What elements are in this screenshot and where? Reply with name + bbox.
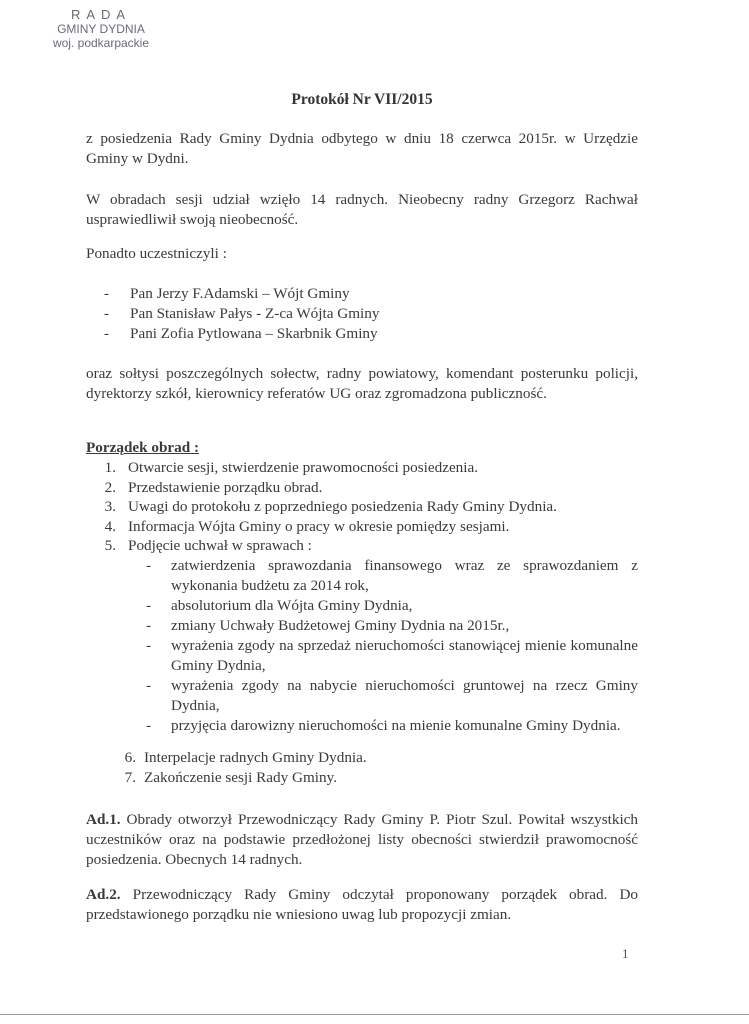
list-item: - przyjęcia darowizny nieruchomości na mienie komunalne Gminy Dydnia. <box>146 717 621 734</box>
agenda-list-continued <box>86 748 638 787</box>
agenda-list <box>86 458 638 556</box>
stamp-line-1: RADA <box>70 7 132 22</box>
list-item: - wyrażenia zgody na sprzedaż nieruchomości stanowiącej mienie komunalne Gminy Dydnia, <box>146 637 638 674</box>
resolutions-sublist <box>146 556 638 736</box>
also-present-label: Ponadto uczestniczyli : <box>86 245 227 262</box>
list-item: 3. Uwagi do protokołu z poprzedniego posiedzenia Rady Gminy Dydnia. <box>104 498 557 515</box>
ad1-paragraph <box>86 810 638 870</box>
ad2-label: Ad.2. <box>86 886 121 903</box>
page-number: 1 <box>622 946 629 961</box>
list-item: 6. Interpelacje radnych Gminy Dydnia. <box>124 749 367 766</box>
list-item: 4. Informacja Wójta Gminy o pracy w okresie pomiędzy sesjami. <box>104 517 510 535</box>
scan-edge-line <box>0 1014 749 1015</box>
stamp-line-3: woj. podkarpackie <box>52 36 150 50</box>
ad1-text: Obrady otworzył Przewodniczący Rady Gminy P. Piotr Szul. Powitał wszystkich uczestników oraz na podstawie przedłożonej listy obecności stwierdził prawomocność posiedzenia. Obecnych 14 radnych. <box>86 811 638 868</box>
list-item: 7. Zakończenie sesji Rady Gminy. <box>124 768 338 786</box>
intro-paragraph: z posiedzenia Rady Gminy Dydnia odbytego w dniu 18 czerwca 2015r. w Urzędzie Gminy w Dydni. <box>86 130 638 167</box>
document-title: Protokół Nr VII/2015 <box>291 91 433 108</box>
list-item: 2. Przedstawienie porządku obrad. <box>104 478 323 496</box>
others-paragraph: oraz sołtysi poszczególnych sołectw, radny powiatowy, komendant posterunku policji, dyrektorzy szkół, kierownicy referatów UG oraz zgromadzona publiczność. <box>86 365 638 402</box>
ad1-label: Ad.1. <box>86 811 121 828</box>
list-item: - zatwierdzenia sprawozdania finansowego wraz ze sprawozdaniem z wykonania budżetu za 2014 rok, <box>146 557 638 594</box>
stamp-line-2: GMINY DYDNIA <box>57 22 145 36</box>
list-item: - wyrażenia zgody na nabycie nieruchomości gruntowej na rzecz Gminy Dydnia, <box>146 677 638 714</box>
ad2-text: Przewodniczący Rady Gminy odczytał proponowany porządek obrad. Do przedstawionego porządku nie wniesiono uwag lub propozycji zmian. <box>86 886 639 923</box>
attendance-paragraph: W obradach sesji udział wzięło 14 radnych. Nieobecny radny Grzegorz Rachwał usprawiedliwił swoją nieobecność. <box>86 191 638 228</box>
list-item: - zmiany Uchwały Budżetowej Gminy Dydnia na 2015r., <box>146 617 510 634</box>
ad2-paragraph <box>86 885 638 925</box>
agenda-heading: Porządek obrad : <box>86 439 200 456</box>
list-item: 5. Podjęcie uchwał w sprawach : <box>104 537 312 554</box>
list-item: 1. Otwarcie sesji, stwierdzenie prawomocności posiedzenia. <box>104 459 479 476</box>
council-stamp <box>46 8 156 50</box>
list-item: - absolutorium dla Wójta Gminy Dydnia, <box>146 597 413 614</box>
